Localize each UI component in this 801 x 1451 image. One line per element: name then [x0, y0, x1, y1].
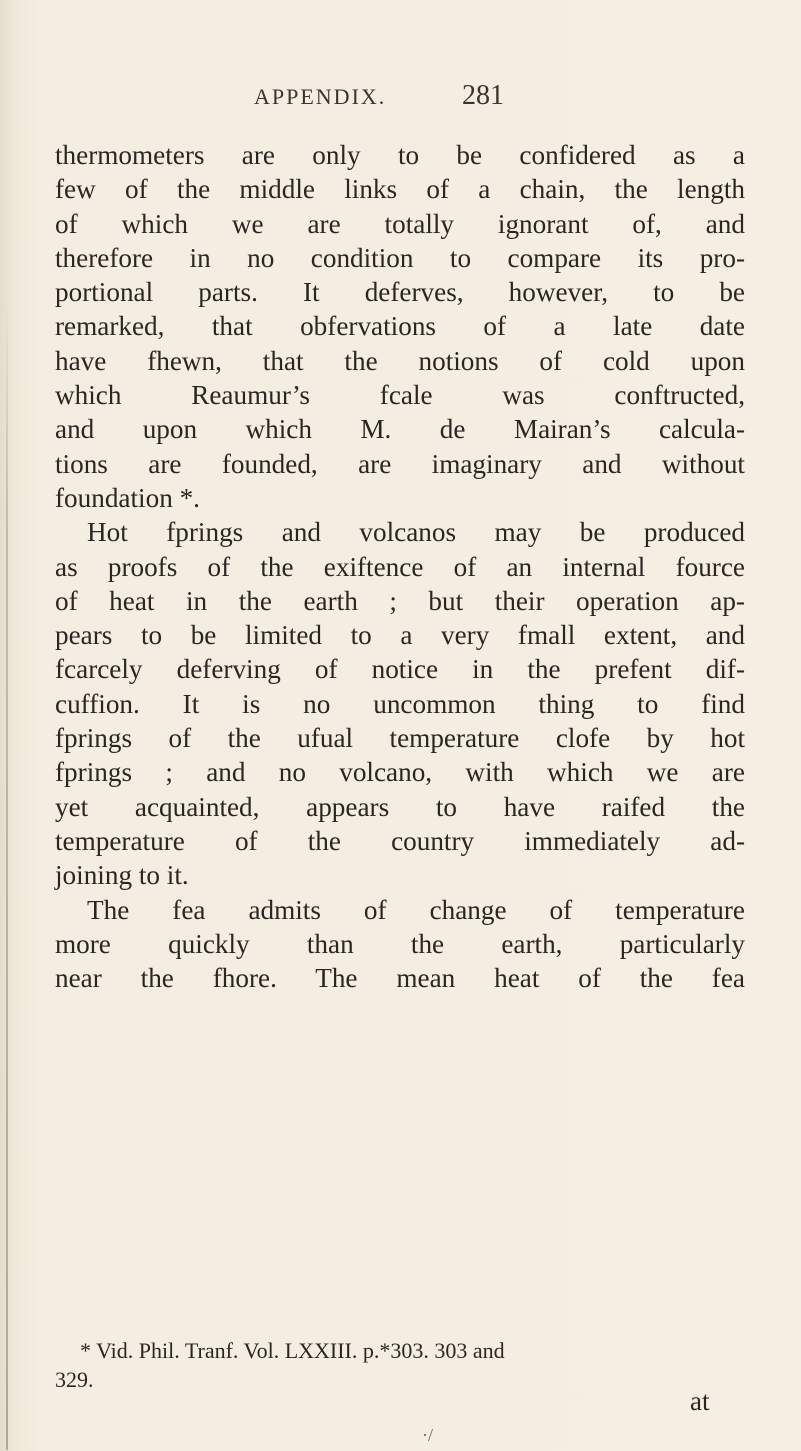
text-line: tions are founded, are imaginary and without — [55, 448, 745, 479]
running-head — [254, 80, 554, 116]
body-text — [55, 138, 745, 995]
text-line: and upon which M. de Mairan’s calcula- — [55, 414, 745, 445]
text-line: of which we are totally ignorant of, and — [55, 208, 745, 239]
text-line: more quickly than the earth, particularly — [55, 928, 745, 959]
text-line: remarked, that obfervations of a late date — [55, 311, 745, 342]
printer-mark: ·/ — [422, 1425, 433, 1445]
text-line: as proofs of the exiftence of an internal fource — [55, 551, 745, 582]
footnote-line: * Vid. Phil. Tranf. Vol. LXXIII. p.*303. 303 and — [80, 1338, 505, 1363]
text-line: thermometers are only to be confidered as a — [55, 140, 745, 170]
text-line: fprings of the ufual temperature clofe by hot — [55, 723, 745, 754]
text-line: fprings ; and no volcano, with which we are — [55, 757, 745, 788]
text-line: pears to be limited to a very fmall extent, and — [55, 620, 745, 651]
text-line: which Reaumur’s fcale was conftructed, — [55, 380, 745, 411]
text-line: yet acquainted, appears to have raifed the — [55, 791, 745, 822]
text-line: therefore in no condition to compare its pro- — [55, 242, 745, 273]
text-line: cuffion. It is no uncommon thing to find — [55, 688, 745, 719]
paragraph-start-line: The fea admits of change of temperature — [87, 894, 745, 925]
catchword: at — [690, 1386, 710, 1416]
text-line: near the fhore. The mean heat of the fea — [55, 963, 745, 994]
footnote-line: 329. — [55, 1367, 94, 1392]
text-line: portional parts. It deferves, however, to be — [55, 277, 745, 308]
text-line: fcarcely deferving of notice in the prefent dif- — [55, 654, 745, 685]
running-head-title: APPENDIX. — [254, 84, 387, 109]
paragraph-end-line: joining to it. — [55, 860, 189, 891]
footnote — [55, 1336, 745, 1394]
text-line: have fhewn, that the notions of cold upon — [55, 345, 745, 376]
paragraph-start-line: Hot fprings and volcanos may be produced — [87, 517, 745, 548]
paragraph-end-line: foundation *. — [55, 482, 200, 513]
text-line: of heat in the earth ; but their operation ap- — [55, 585, 745, 616]
page-gutter-shadow — [6, 300, 8, 1450]
page-number: 281 — [462, 80, 504, 111]
text-line: few of the middle links of a chain, the length — [55, 174, 745, 205]
text-line: temperature of the country immediately ad- — [55, 825, 745, 856]
